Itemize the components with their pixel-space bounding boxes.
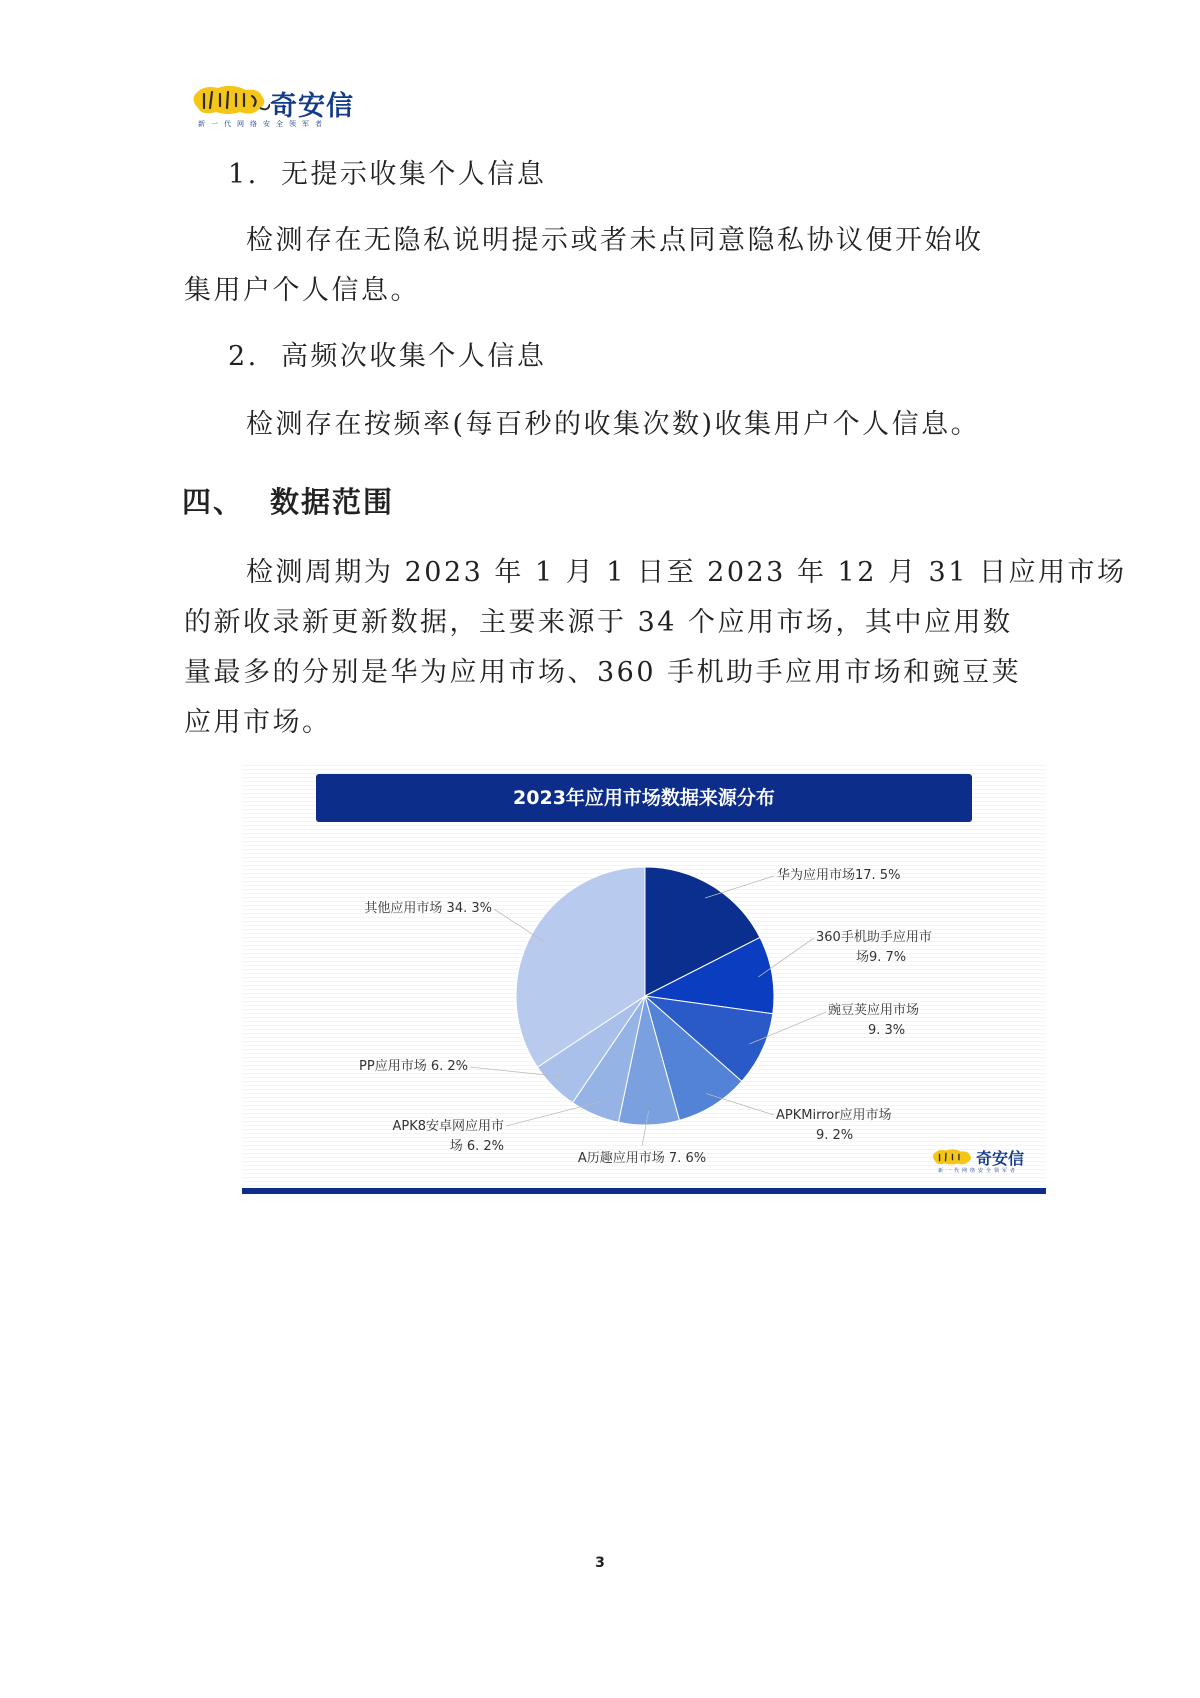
brand-name: 奇安信 [270, 91, 354, 122]
paragraph-line: 检测存在无隐私说明提示或者未点同意隐私协议便开始收 [246, 225, 984, 256]
leader-line [705, 876, 774, 898]
section-number: 四、 [182, 485, 245, 519]
item-number: 1. [228, 159, 259, 190]
item-title: 无提示收集个人信息 [280, 159, 547, 190]
chart-bottom-rule [242, 1188, 1046, 1194]
leader-line [494, 909, 544, 942]
section-heading [182, 480, 394, 521]
slice-label: A历趣应用市场 7. 6% [577, 1151, 707, 1166]
paragraph-line: 应用市场。 [184, 707, 332, 738]
paragraph-line: 集用户个人信息。 [184, 275, 420, 306]
chart-title: 2023年应用市场数据来源分布 [316, 774, 972, 822]
slice-label: PP应用市场 6. 2% [359, 1059, 468, 1074]
tiger-logo-icon [192, 82, 270, 118]
paragraph-line: 检测存在按频率(每百秒的收集次数)收集用户个人信息。 [246, 409, 981, 440]
item-title: 高频次收集个人信息 [280, 341, 547, 372]
page-number: 3 [595, 1555, 605, 1571]
slice-label: 其他应用市场 34. 3% [364, 901, 492, 916]
chart-logo [932, 1146, 1042, 1176]
slice-label: APK8安卓网应用市场 6. 2% [392, 1119, 504, 1154]
chart-logo-brand: 奇安信 [976, 1149, 1025, 1168]
pie-chart [242, 764, 1046, 1184]
chart-logo-slogan: 新一代网络安全领军者 [938, 1168, 1019, 1174]
slice-label: APKMirror应用市场 9. 2% [776, 1108, 892, 1143]
slice-label: 豌豆荚应用市场 9. 3% [828, 1003, 920, 1038]
header-logo [192, 78, 372, 130]
paragraph-line: 检测周期为 2023 年 1 月 1 日至 2023 年 12 月 31 日应用市场 [246, 557, 1127, 588]
pie-chart-figure [242, 764, 1046, 1194]
leader-line [506, 1102, 600, 1126]
slice-label: 华为应用市场17. 5% [777, 868, 901, 883]
section-title: 数据范围 [270, 485, 395, 519]
item-heading [228, 150, 546, 200]
tiger-logo-icon [932, 1146, 974, 1168]
paragraph-line: 的新收录新更新数据，主要来源于 34 个应用市场，其中应用数 [184, 607, 1013, 638]
item-number: 2. [228, 341, 259, 372]
brand-slogan: 新一代网络安全领军者 [198, 120, 328, 128]
slice-label: 360手机助手应用市场9. 7% [816, 930, 932, 965]
paragraph-line: 量最多的分别是华为应用市场、360 手机助手应用市场和豌豆荚 [184, 657, 1022, 688]
item-heading [228, 332, 546, 382]
